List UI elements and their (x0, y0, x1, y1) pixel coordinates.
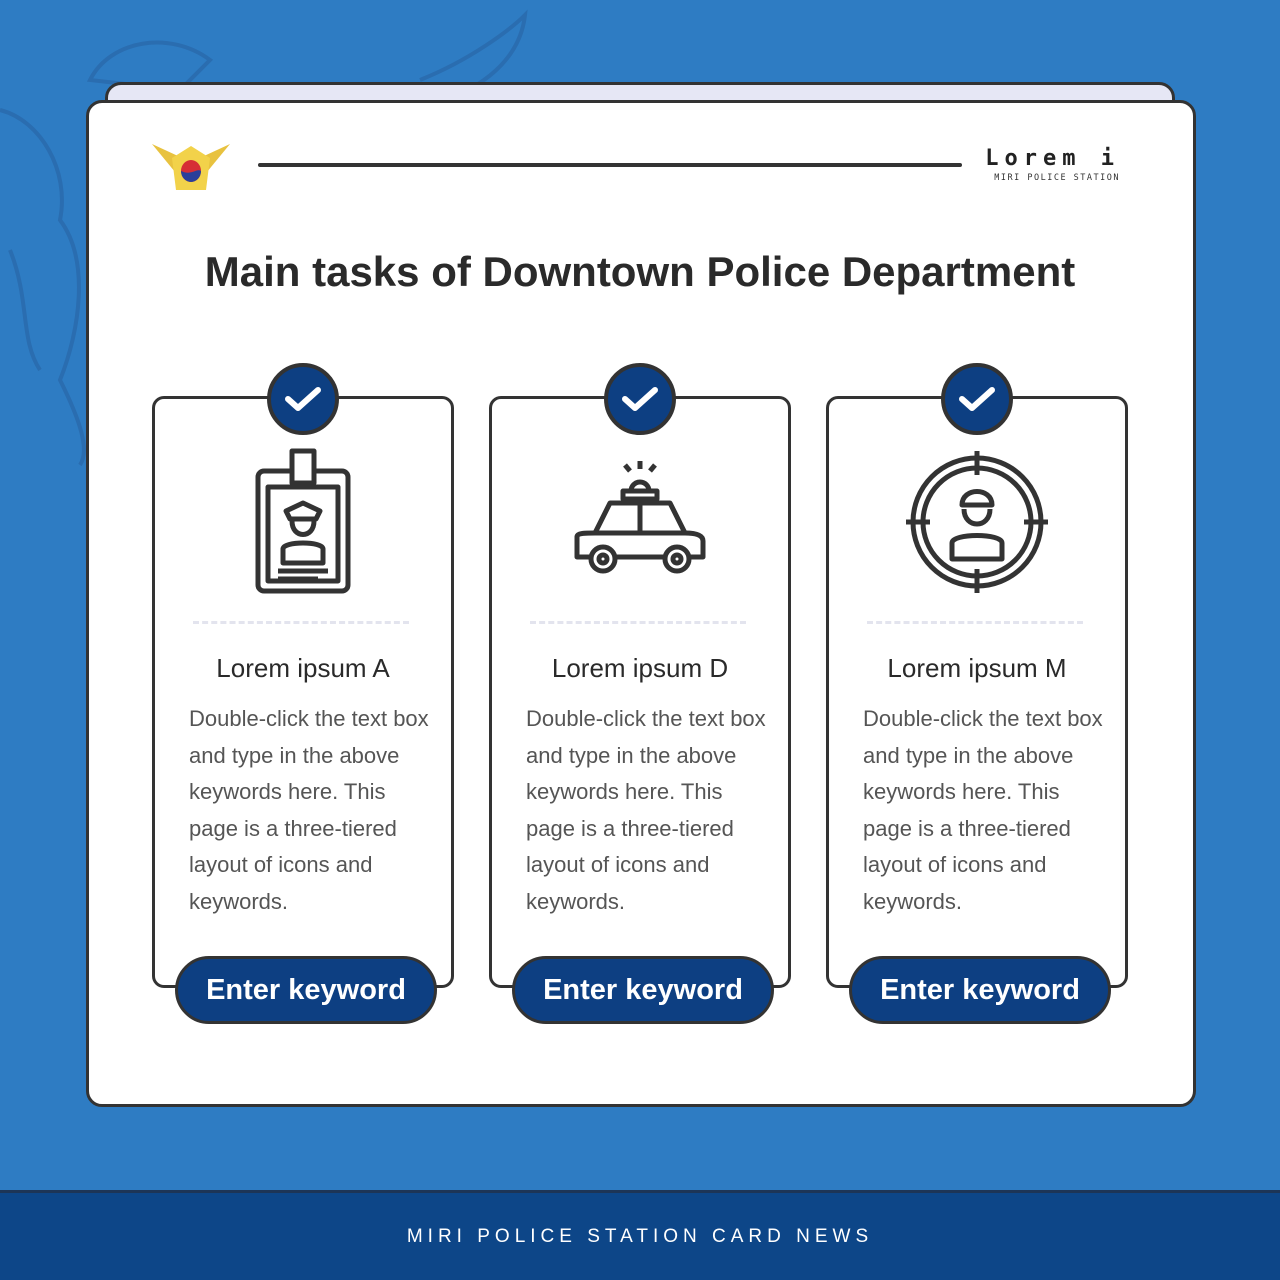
task-card (489, 396, 791, 1006)
police-id-badge-icon (228, 447, 378, 597)
enter-keyword-button[interactable]: Enter keyword (175, 956, 437, 1024)
card-title: Lorem ipsum A (216, 653, 390, 683)
target-suspect-icon (902, 447, 1052, 597)
brand-title: Lorem i (985, 146, 1120, 171)
header-divider (258, 163, 962, 167)
task-card (826, 396, 1128, 1006)
police-emblem-logo (150, 138, 232, 192)
brand-block (985, 146, 1120, 183)
page-title: Main tasks of Downtown Police Department (204, 248, 1076, 295)
brand-subtitle: MIRI POLICE STATION (994, 173, 1120, 183)
card-title: Lorem ipsum M (887, 653, 1067, 683)
divider (530, 621, 746, 624)
card-body[interactable]: Double-click the text box and type in the above keywords here. This page is a three-tiered layout of icons and keywords. (526, 706, 766, 914)
police-car-icon (565, 447, 715, 597)
enter-keyword-button[interactable]: Enter keyword (849, 956, 1111, 1024)
card-body[interactable]: Double-click the text box and type in the above keywords here. This page is a three-tiered layout of icons and keywords. (863, 706, 1103, 914)
check-icon (941, 363, 1013, 435)
enter-keyword-button[interactable]: Enter keyword (512, 956, 774, 1024)
task-card (152, 396, 454, 1006)
check-icon (604, 363, 676, 435)
footer-banner: MIRI POLICE STATION CARD NEWS (0, 1190, 1280, 1280)
divider (193, 621, 409, 624)
divider (867, 621, 1083, 624)
check-icon (267, 363, 339, 435)
card-title: Lorem ipsum D (551, 653, 729, 683)
card-body[interactable]: Double-click the text box and type in the above keywords here. This page is a three-tiered layout of icons and keywords. (189, 706, 429, 914)
